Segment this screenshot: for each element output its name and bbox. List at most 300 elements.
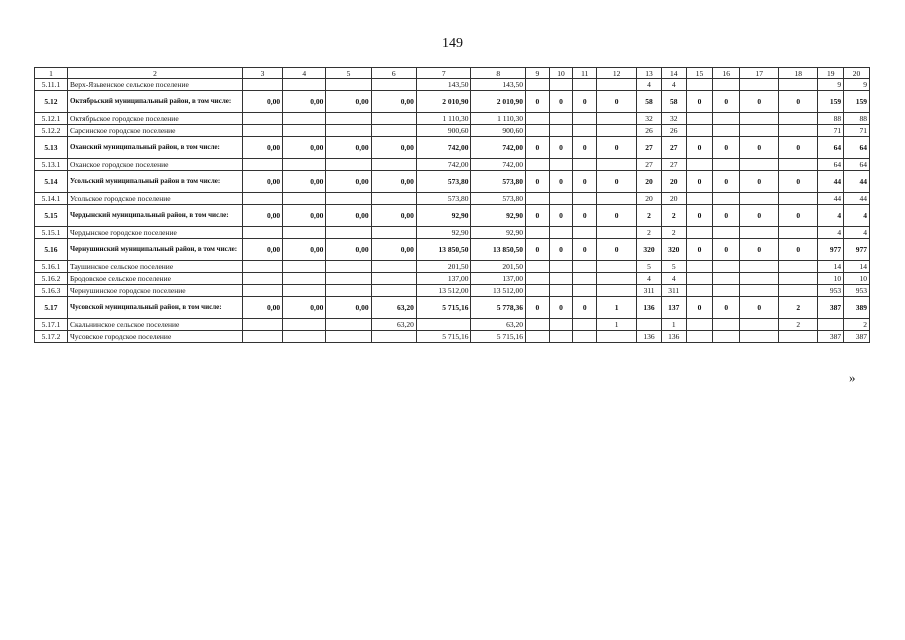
cell-col-11 [573,319,597,331]
row-code: 5.12 [35,91,68,113]
cell-col-6: 0,00 [371,91,416,113]
cell-col-15: 0 [686,171,713,193]
row-code: 5.16.3 [35,285,68,297]
cell-col-14: 27 [661,159,686,171]
cell-col-14: 32 [661,113,686,125]
cell-col-17 [740,125,779,137]
cell-col-4 [283,193,326,205]
cell-col-10: 0 [549,91,573,113]
cell-col-16 [713,261,740,273]
cell-col-12: 0 [597,171,637,193]
cell-col-6: 0,00 [371,137,416,159]
cell-col-15: 0 [686,297,713,319]
cell-col-4 [283,319,326,331]
cell-col-16 [713,113,740,125]
cell-col-6 [371,331,416,343]
settlement-row [35,113,870,125]
cell-col-5: 0,00 [326,297,371,319]
cell-col-3: 0,00 [242,91,282,113]
cell-col-13: 5 [637,261,662,273]
cell-col-4 [283,273,326,285]
row-code: 5.14 [35,171,68,193]
cell-col-20: 387 [844,331,870,343]
cell-col-15 [686,261,713,273]
cell-col-10 [549,79,573,91]
cell-col-4: 0,00 [283,91,326,113]
cell-col-19: 387 [818,331,844,343]
cell-col-15 [686,331,713,343]
cell-col-6: 63,20 [371,297,416,319]
row-code: 5.17 [35,297,68,319]
column-header-3: 3 [242,68,282,79]
column-header-14: 14 [661,68,686,79]
cell-col-17 [740,261,779,273]
cell-col-16 [713,159,740,171]
cell-col-18: 2 [779,297,818,319]
row-name: Оханский муниципальный район, в том числе: [67,137,242,159]
district-total-row [35,137,870,159]
cell-col-11: 0 [573,137,597,159]
cell-col-4 [283,331,326,343]
cell-col-13: 26 [637,125,662,137]
row-code: 5.13 [35,137,68,159]
cell-col-10 [549,193,573,205]
cell-col-16 [713,331,740,343]
row-name: Оханское городское поселение [67,159,242,171]
cell-col-17 [740,113,779,125]
cell-col-9 [526,261,550,273]
cell-col-8: 92,90 [471,205,526,227]
cell-col-3 [242,331,282,343]
row-name: Чусовское городское поселение [67,331,242,343]
row-code: 5.15 [35,205,68,227]
cell-col-20: 2 [844,319,870,331]
cell-col-19: 64 [818,137,844,159]
cell-col-7: 137,00 [416,273,471,285]
cell-col-4: 0,00 [283,205,326,227]
cell-col-9 [526,319,550,331]
cell-col-12 [597,285,637,297]
cell-col-6: 0,00 [371,239,416,261]
column-header-15: 15 [686,68,713,79]
cell-col-7: 2 010,90 [416,91,471,113]
cell-col-9: 0 [526,239,550,261]
cell-col-16: 0 [713,239,740,261]
cell-col-3 [242,193,282,205]
cell-col-8: 742,00 [471,159,526,171]
settlement-row [35,285,870,297]
cell-col-10: 0 [549,205,573,227]
cell-col-6 [371,285,416,297]
cell-col-19: 64 [818,159,844,171]
cell-col-14: 5 [661,261,686,273]
column-header-4: 4 [283,68,326,79]
cell-col-7: 1 110,30 [416,113,471,125]
cell-col-20: 14 [844,261,870,273]
cell-col-18 [779,285,818,297]
cell-col-18 [779,261,818,273]
cell-col-20: 953 [844,285,870,297]
cell-col-9: 0 [526,137,550,159]
cell-col-19: 387 [818,297,844,319]
cell-col-18 [779,273,818,285]
cell-col-3 [242,79,282,91]
cell-col-10 [549,113,573,125]
cell-col-11: 0 [573,239,597,261]
row-name: Чернушинский муниципальный район, в том числе: [67,239,242,261]
cell-col-20: 4 [844,205,870,227]
cell-col-7: 143,50 [416,79,471,91]
cell-col-8: 13 512,00 [471,285,526,297]
cell-col-6 [371,193,416,205]
table-header-row [35,68,870,79]
cell-col-10 [549,227,573,239]
cell-col-7: 5 715,16 [416,331,471,343]
cell-col-4 [283,261,326,273]
row-code: 5.13.1 [35,159,68,171]
row-name: Бродовское сельское поселение [67,273,242,285]
cell-col-3 [242,227,282,239]
cell-col-5 [326,319,371,331]
cell-col-11: 0 [573,297,597,319]
cell-col-3 [242,261,282,273]
cell-col-7: 92,90 [416,227,471,239]
cell-col-17 [740,319,779,331]
cell-col-6: 0,00 [371,205,416,227]
cell-col-5: 0,00 [326,239,371,261]
district-total-row [35,297,870,319]
cell-col-17 [740,227,779,239]
column-header-16: 16 [713,68,740,79]
cell-col-15 [686,125,713,137]
cell-col-13: 27 [637,159,662,171]
cell-col-12: 0 [597,205,637,227]
cell-col-11 [573,125,597,137]
cell-col-5 [326,193,371,205]
page-number: 149 [442,36,463,51]
cell-col-19: 977 [818,239,844,261]
cell-col-18: 0 [779,239,818,261]
cell-col-11 [573,113,597,125]
cell-col-18 [779,193,818,205]
column-header-10: 10 [549,68,573,79]
cell-col-4: 0,00 [283,137,326,159]
cell-col-17 [740,193,779,205]
cell-col-19: 9 [818,79,844,91]
settlement-row [35,273,870,285]
row-name: Чернушинское городское поселение [67,285,242,297]
cell-col-15 [686,193,713,205]
cell-col-8: 13 850,50 [471,239,526,261]
column-header-20: 20 [844,68,870,79]
settlement-row [35,319,870,331]
cell-col-9 [526,125,550,137]
cell-col-8: 92,90 [471,227,526,239]
column-header-5: 5 [326,68,371,79]
cell-col-8: 143,50 [471,79,526,91]
row-name: Октябрьский муниципальный район, в том числе: [67,91,242,113]
cell-col-3: 0,00 [242,239,282,261]
cell-col-5 [326,261,371,273]
cell-col-18: 0 [779,137,818,159]
cell-col-8: 573,80 [471,193,526,205]
row-name: Верх-Язьвенское сельское поселение [67,79,242,91]
cell-col-8: 201,50 [471,261,526,273]
cell-col-20: 4 [844,227,870,239]
cell-col-7: 742,00 [416,137,471,159]
row-name: Чердынский муниципальный район, в том числе: [67,205,242,227]
cell-col-14: 136 [661,331,686,343]
cell-col-11: 0 [573,171,597,193]
cell-col-10 [549,331,573,343]
cell-col-15 [686,273,713,285]
cell-col-17 [740,331,779,343]
cell-col-20: 71 [844,125,870,137]
cell-col-17: 0 [740,205,779,227]
cell-col-13: 20 [637,193,662,205]
cell-col-18 [779,125,818,137]
cell-col-20: 159 [844,91,870,113]
cell-col-5 [326,79,371,91]
cell-col-16 [713,79,740,91]
cell-col-11 [573,227,597,239]
cell-col-8: 1 110,30 [471,113,526,125]
cell-col-13: 27 [637,137,662,159]
cell-col-12 [597,113,637,125]
cell-col-20: 44 [844,193,870,205]
cell-col-16 [713,273,740,285]
cell-col-20: 9 [844,79,870,91]
column-header-9: 9 [526,68,550,79]
cell-col-12: 1 [597,297,637,319]
cell-col-7 [416,319,471,331]
settlement-row [35,79,870,91]
cell-col-6: 63,20 [371,319,416,331]
cell-col-15: 0 [686,137,713,159]
column-header-13: 13 [637,68,662,79]
cell-col-4 [283,125,326,137]
cell-col-12 [597,193,637,205]
cell-col-18: 0 [779,91,818,113]
cell-col-13: 20 [637,171,662,193]
cell-col-8: 742,00 [471,137,526,159]
cell-col-17: 0 [740,137,779,159]
cell-col-12 [597,331,637,343]
cell-col-7: 573,80 [416,193,471,205]
cell-col-13: 136 [637,331,662,343]
cell-col-18 [779,331,818,343]
row-name: Сарсинское городское поселение [67,125,242,137]
cell-col-9 [526,193,550,205]
cell-col-17 [740,79,779,91]
cell-col-11 [573,79,597,91]
row-name: Чусовской муниципальный район, в том числе: [67,297,242,319]
cell-col-9 [526,79,550,91]
row-name: Скальнинское сельское поселение [67,319,242,331]
cell-col-7: 201,50 [416,261,471,273]
cell-col-16: 0 [713,171,740,193]
cell-col-12: 0 [597,91,637,113]
cell-col-10: 0 [549,171,573,193]
cell-col-14: 20 [661,171,686,193]
cell-col-5 [326,125,371,137]
row-code: 5.11.1 [35,79,68,91]
cell-col-19: 4 [818,227,844,239]
cell-col-20: 64 [844,137,870,159]
cell-col-4: 0,00 [283,239,326,261]
cell-col-16: 0 [713,91,740,113]
cell-col-10 [549,319,573,331]
column-header-1: 1 [35,68,68,79]
settlement-row [35,193,870,205]
cell-col-7: 13 512,00 [416,285,471,297]
cell-col-9 [526,285,550,297]
cell-col-17: 0 [740,171,779,193]
cell-col-8: 573,80 [471,171,526,193]
cell-col-10 [549,273,573,285]
cell-col-4: 0,00 [283,297,326,319]
settlement-row [35,331,870,343]
cell-col-15 [686,113,713,125]
cell-col-8: 63,20 [471,319,526,331]
cell-col-12 [597,159,637,171]
cell-col-15 [686,319,713,331]
cell-col-15: 0 [686,91,713,113]
cell-col-6 [371,113,416,125]
column-header-7: 7 [416,68,471,79]
cell-col-11 [573,159,597,171]
column-header-11: 11 [573,68,597,79]
cell-col-17 [740,273,779,285]
cell-col-14: 4 [661,79,686,91]
row-code: 5.17.1 [35,319,68,331]
cell-col-12 [597,79,637,91]
cell-col-17 [740,285,779,297]
cell-col-11: 0 [573,91,597,113]
cell-col-16: 0 [713,297,740,319]
cell-col-20: 44 [844,171,870,193]
cell-col-6 [371,273,416,285]
cell-col-14: 311 [661,285,686,297]
cell-col-10: 0 [549,137,573,159]
cell-col-13: 136 [637,297,662,319]
cell-col-11: 0 [573,205,597,227]
cell-col-5: 0,00 [326,205,371,227]
cell-col-9 [526,331,550,343]
cell-col-8: 137,00 [471,273,526,285]
cell-col-8: 5 715,16 [471,331,526,343]
cell-col-20: 64 [844,159,870,171]
cell-col-7: 742,00 [416,159,471,171]
cell-col-19: 4 [818,205,844,227]
cell-col-5 [326,285,371,297]
cell-col-12: 0 [597,137,637,159]
row-code: 5.16.2 [35,273,68,285]
cell-col-20: 977 [844,239,870,261]
cell-col-18: 0 [779,205,818,227]
cell-col-19: 44 [818,193,844,205]
cell-col-8: 900,60 [471,125,526,137]
cell-col-3: 0,00 [242,205,282,227]
cell-col-12 [597,125,637,137]
cell-col-5 [326,331,371,343]
cell-col-11 [573,285,597,297]
cell-col-13: 4 [637,273,662,285]
cell-col-11 [573,331,597,343]
cell-col-3: 0,00 [242,137,282,159]
cell-col-3 [242,113,282,125]
row-code: 5.12.2 [35,125,68,137]
cell-col-19: 88 [818,113,844,125]
cell-col-9 [526,273,550,285]
district-total-row [35,205,870,227]
cell-col-14: 137 [661,297,686,319]
cell-col-10 [549,125,573,137]
settlement-row [35,261,870,273]
cell-col-14: 27 [661,137,686,159]
cell-col-11 [573,193,597,205]
cell-col-16 [713,319,740,331]
row-name: Усольский муниципальный район в том числе: [67,171,242,193]
cell-col-13: 58 [637,91,662,113]
cell-col-5 [326,227,371,239]
cell-col-20: 389 [844,297,870,319]
cell-col-3: 0,00 [242,297,282,319]
cell-col-13: 32 [637,113,662,125]
cell-col-8: 5 778,36 [471,297,526,319]
cell-col-9: 0 [526,205,550,227]
cell-col-7: 5 715,16 [416,297,471,319]
cell-col-5: 0,00 [326,91,371,113]
cell-col-10 [549,159,573,171]
cell-col-10: 0 [549,297,573,319]
cell-col-12 [597,261,637,273]
cell-col-5: 0,00 [326,171,371,193]
cell-col-12 [597,273,637,285]
cell-col-4 [283,79,326,91]
cell-col-18 [779,113,818,125]
cell-col-15: 0 [686,239,713,261]
settlement-row [35,159,870,171]
district-total-row [35,239,870,261]
cell-col-10: 0 [549,239,573,261]
row-code: 5.15.1 [35,227,68,239]
cell-col-7: 573,80 [416,171,471,193]
column-header-2: 2 [67,68,242,79]
cell-col-4 [283,113,326,125]
row-code: 5.14.1 [35,193,68,205]
cell-col-9 [526,159,550,171]
cell-col-16: 0 [713,137,740,159]
cell-col-14: 2 [661,227,686,239]
cell-col-9: 0 [526,171,550,193]
cell-col-11 [573,273,597,285]
cell-col-19: 14 [818,261,844,273]
cell-col-19: 10 [818,273,844,285]
cell-col-19: 44 [818,171,844,193]
cell-col-14: 20 [661,193,686,205]
cell-col-9: 0 [526,297,550,319]
cell-col-5: 0,00 [326,137,371,159]
cell-col-4 [283,285,326,297]
cell-col-14: 26 [661,125,686,137]
cell-col-16 [713,227,740,239]
column-header-12: 12 [597,68,637,79]
row-name: Чердынское городское поселение [67,227,242,239]
cell-col-9 [526,113,550,125]
row-code: 5.16.1 [35,261,68,273]
settlement-row [35,227,870,239]
